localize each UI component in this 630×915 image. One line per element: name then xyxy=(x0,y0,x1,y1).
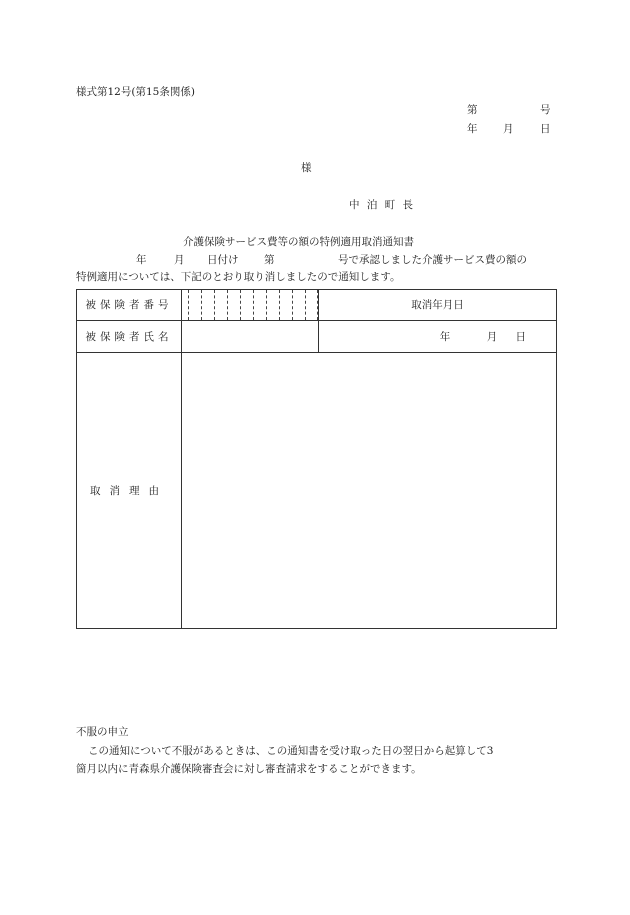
doc-date-year: 年 xyxy=(467,123,478,135)
intro-line2: 特例適用については、下記のとおり取り消しましたので通知します。 xyxy=(76,271,401,283)
doc-number-prefix: 第 xyxy=(467,104,478,116)
insured-number-digit-box[interactable] xyxy=(279,290,292,320)
intro-month: 月 xyxy=(174,254,185,266)
insured-number-digit-box[interactable] xyxy=(305,290,318,320)
cancel-date-label: 取消年月日 xyxy=(319,290,557,321)
insured-number-digit-box[interactable] xyxy=(214,290,227,320)
appeal-line1: この通知について不服があるときは、この通知書を受け取った日の翌日から起算して3 xyxy=(88,745,494,757)
cancel-date-month: 月 xyxy=(486,330,498,343)
cancel-date-field[interactable] xyxy=(319,321,557,353)
intro-line1: 号で承認しました介護サービス費の額の xyxy=(338,254,527,266)
insured-number-digit-box[interactable] xyxy=(266,290,279,320)
appeal-heading: 不服の申立 xyxy=(76,726,129,738)
insured-name-field[interactable] xyxy=(182,321,319,353)
cancel-reason-field[interactable] xyxy=(182,353,557,629)
insured-number-digit-box[interactable] xyxy=(227,290,240,320)
cancel-reason-label: 取消理由 xyxy=(77,353,182,629)
doc-date-day: 日 xyxy=(540,123,551,135)
issuer: 中 泊 町 長 xyxy=(349,199,416,211)
insured-number-digit-box[interactable] xyxy=(292,290,305,320)
table-row xyxy=(77,290,557,321)
intro-year: 年 xyxy=(136,254,147,266)
appeal-line2: 箇月以内に青森県介護保険審査会に対し審査請求をすることができます。 xyxy=(76,763,422,775)
form-number: 様式第12号(第15条関係) xyxy=(76,86,195,98)
intro-dated: 日付け xyxy=(207,254,239,266)
insured-number-digit-box[interactable] xyxy=(188,290,201,320)
insured-number-digit-box[interactable] xyxy=(201,290,214,320)
notice-table xyxy=(76,289,557,629)
cancel-date-year: 年 xyxy=(439,330,451,343)
insured-number-boxes xyxy=(182,290,318,320)
intro-number-prefix: 第 xyxy=(264,254,275,266)
table-row xyxy=(77,321,557,353)
insured-number-label: 被保険者番号 xyxy=(77,290,182,321)
insured-number-digit-box[interactable] xyxy=(253,290,266,320)
cancel-date-day: 日 xyxy=(515,330,526,343)
doc-date-month: 月 xyxy=(503,123,514,135)
table-row xyxy=(77,353,557,629)
insured-number-digit-box[interactable] xyxy=(240,290,253,320)
addressee-suffix: 様 xyxy=(301,162,312,174)
doc-number-suffix: 号 xyxy=(540,104,551,116)
insured-name-label: 被保険者氏名 xyxy=(77,321,182,353)
insured-number-field[interactable] xyxy=(182,290,319,321)
document-title: 介護保険サービス費等の額の特例適用取消通知書 xyxy=(183,236,414,248)
